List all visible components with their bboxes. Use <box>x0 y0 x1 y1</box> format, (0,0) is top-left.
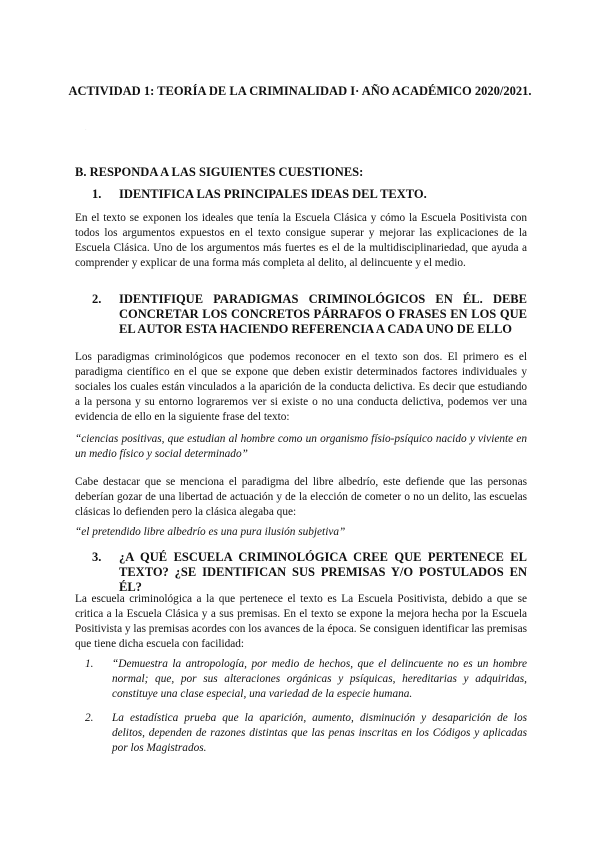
list-item <box>85 657 527 702</box>
faint-mark: · <box>85 128 87 133</box>
question-text: IDENTIFIQUE PARADIGMAS CRIMINOLÓGICOS EN ÉL. DEBE CONCRETAR LOS CONCRETOS PÁRRAFOS O FRASES EN LOS QUE EL AUTOR ESTA HACIENDO REFERENCIA A CADA UNO DE ELLO <box>119 292 527 336</box>
question-2-heading <box>92 292 527 337</box>
list-item-text: La estadística prueba que la aparición, aumento, disminución y desaparición de los delitos, dependen de razones distintas que las penas inscritas en los Códigos y aplicadas por los Magistrados. <box>112 712 527 754</box>
question-1-heading <box>92 187 527 202</box>
question-number: 3. <box>92 550 102 564</box>
list-item-text: “Demuestra la antropología, por medio de hechos, que el delincuente no es un hombre normal; que, por sus alteraciones orgánicas y psíquicas, hereditarias y adquiridas, constituye una clase especial, una variedad de la especie humana. <box>112 658 527 700</box>
quote-2: “el pretendido libre albedrío es una pura ilusión subjetiva” <box>75 526 346 538</box>
question-2-answer: Los paradigmas criminológicos que podemos reconocer en el texto son dos. El primero es el paradigma científico en el que se expone que deben existir determinados factores individuales y sociales los cuales están vinculados a la aparición de la conducta delictiva. Es decir que estudiando a la persona y su entorno lograremos ver si existe o no una conducta delictiva, podemos ver una evidencia de ello en la siguiente frase del texto: <box>75 351 527 423</box>
question-3-heading <box>92 550 527 595</box>
list-item <box>85 711 527 756</box>
question-2-answer-continued: Cabe destacar que se menciona el paradigma del libre albedrío, este defiende que las personas deberían gozar de una libertad de actuación y de la elección de cometer o no un delito, las escuelas clásicas lo defienden pero la clásica alegaba que: <box>75 476 527 518</box>
question-number: 1. <box>92 187 102 201</box>
list-item-number: 1. <box>85 658 94 670</box>
question-1-answer: En el texto se exponen los ideales que tenía la Escuela Clásica y cómo la Escuela Positivista con todos los argumentos expuestos en el texto consigue superar y mejorar las explicaciones de la Escuela Clásica. Uno de los argumentos más fuertes es el de la multidisciplinariedad, que ayuda a comprender y explicar de una forma más completa al delito, al delincuente y el medio. <box>75 212 527 269</box>
question-text: IDENTIFICA LAS PRINCIPALES IDEAS DEL TEXTO. <box>119 187 427 201</box>
section-heading: B. RESPONDA A LAS SIGUIENTES CUESTIONES: <box>75 165 364 179</box>
quote-1: “ciencias positivas, que estudian al hombre como un organismo físio-psíquico nacido y viviente en un medio físico y social determinado” <box>75 433 527 460</box>
document-title: ACTIVIDAD 1: TEORÍA DE LA CRIMINALIDAD I· AÑO ACADÉMICO 2020/2021. <box>68 84 532 98</box>
question-text: ¿A QUÉ ESCUELA CRIMINOLÓGICA CREE QUE PERTENECE EL TEXTO? ¿SE IDENTIFICAN SUS PREMISAS Y/O POSTULADOS EN ÉL? <box>119 550 527 594</box>
question-number: 2. <box>92 292 102 306</box>
question-3-answer: La escuela criminológica a la que pertenece el texto es La Escuela Positivista, debido a que se critica a la Escuela Clásica y a sus premisas. En el texto se expone la mejora hecha por la Escuela Positivista y las premisas acordes con los avances de la época. Se consiguen identificar las premisas que tiene dicha escuela con facilidad: <box>75 593 527 650</box>
list-item-number: 2. <box>85 712 94 724</box>
